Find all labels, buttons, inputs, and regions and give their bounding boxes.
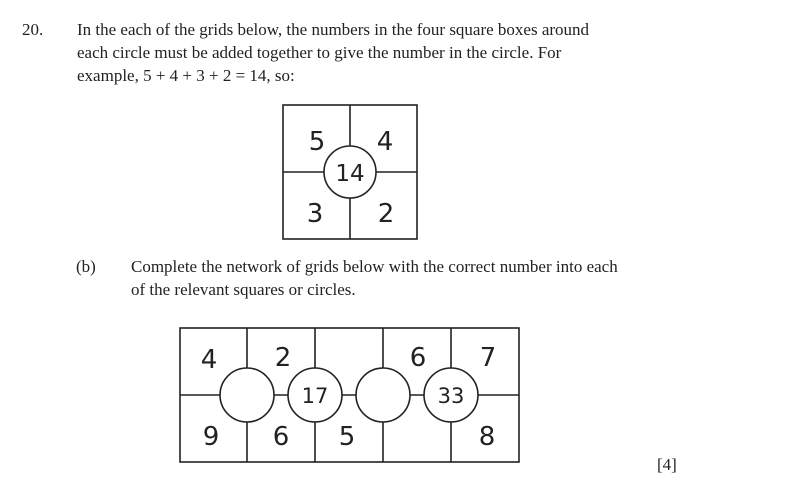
network-bottom-cell-1: 9 <box>202 422 220 452</box>
network-top-cell-1: 4 <box>200 345 218 375</box>
part-b-label: (b) <box>76 257 96 276</box>
example-cell-bottom-left: 3 <box>306 199 324 229</box>
network-circle-2: 17 <box>301 384 329 408</box>
intro-line-3: example, 5 + 4 + 3 + 2 = 14, so: <box>77 66 295 85</box>
part-b-line-2: of the relevant squares or circles. <box>131 280 356 299</box>
network-top-cell-2: 2 <box>274 343 292 373</box>
network-top-cell-5: 6 <box>409 343 427 373</box>
network-bottom-cell-2: 6 <box>272 422 290 452</box>
part-b-line-1: Complete the network of grids below with the correct number into each <box>131 257 618 276</box>
network-bottom-cell-3: 5 <box>338 422 356 452</box>
example-cell-top-right: 4 <box>376 127 394 157</box>
network-top-cell-6: 7 <box>479 343 497 373</box>
example-circle-value: 14 <box>335 161 365 187</box>
marks-indicator: [4] <box>657 455 677 474</box>
example-cell-bottom-right: 2 <box>377 199 395 229</box>
intro-line-1: In the each of the grids below, the numbers in the four square boxes around <box>77 20 590 39</box>
example-cell-top-left: 5 <box>308 127 326 157</box>
network-bottom-cell-6: 8 <box>478 422 496 452</box>
question-number: 20. <box>22 20 44 39</box>
network-circle-4: 33 <box>437 384 465 408</box>
intro-line-2: each circle must be added together to give the number in the circle. For <box>77 43 562 62</box>
